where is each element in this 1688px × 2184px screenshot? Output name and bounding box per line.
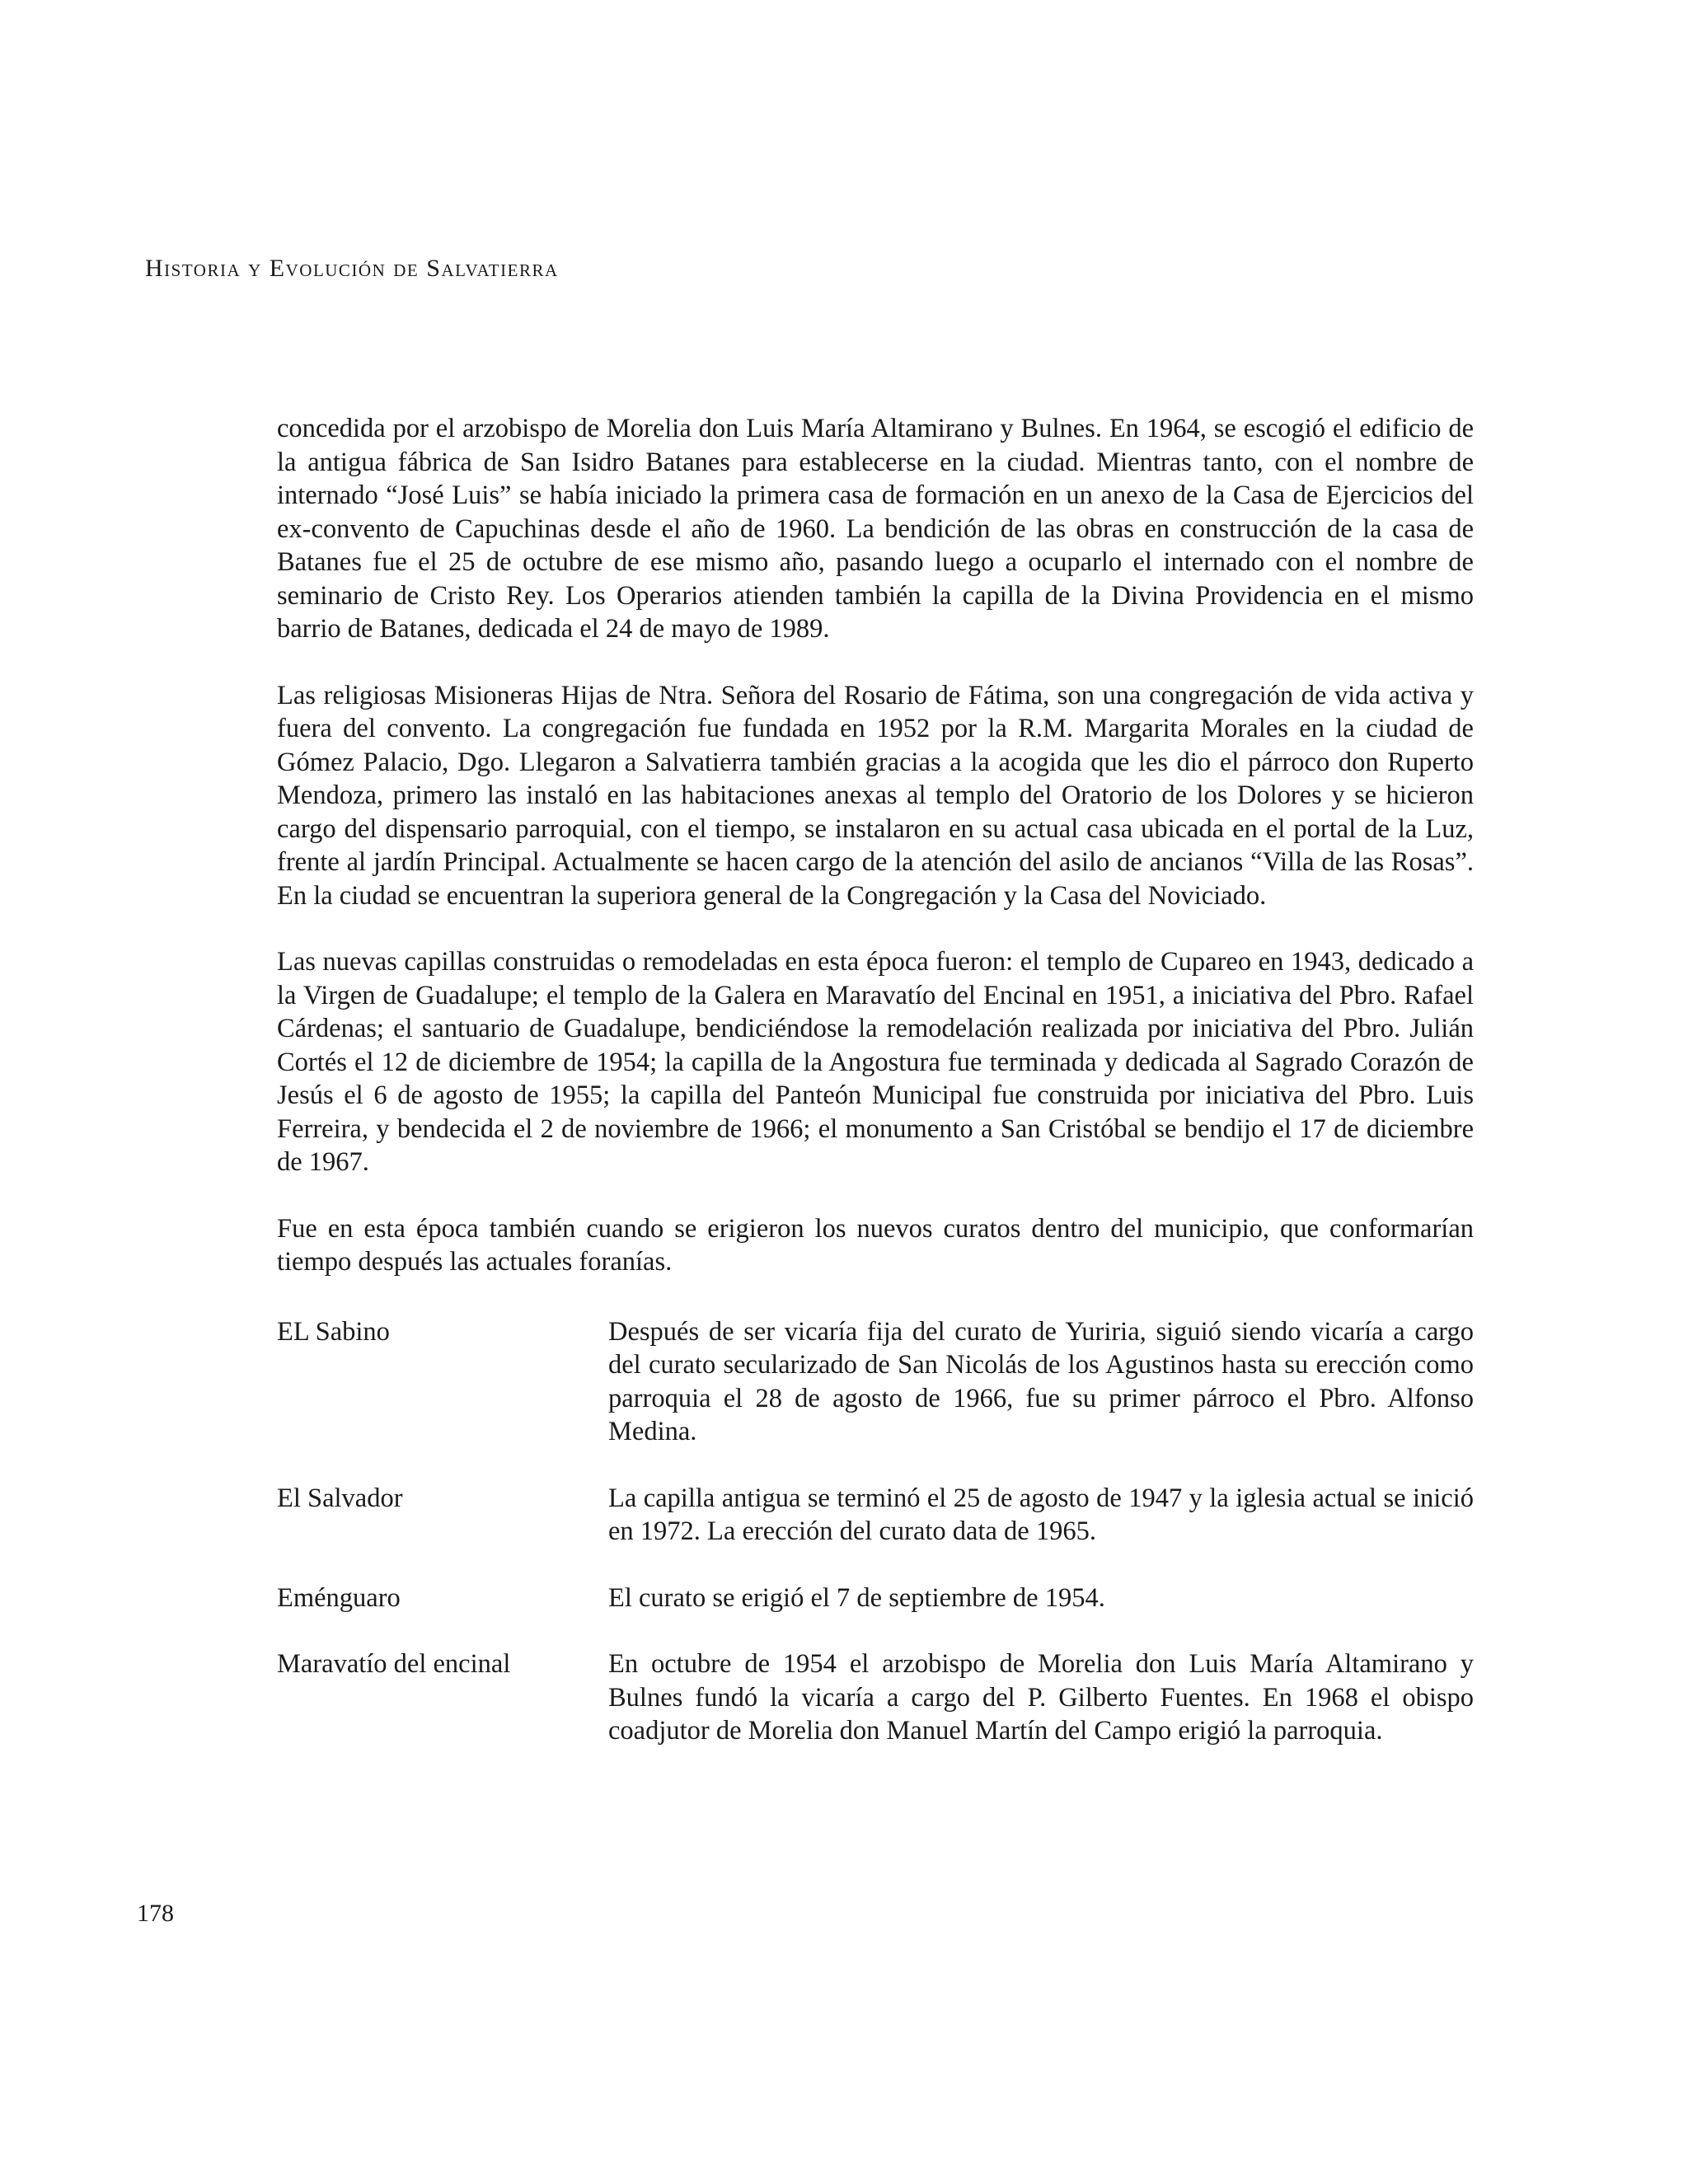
paragraph-curatos: Fue en esta época también cuando se erigieron los nuevos curatos dentro del municipio, que conformarían tiempo después las actuales foranías. xyxy=(277,1213,1474,1277)
curato-description: Después de ser vicaría fija del curato de Yuriria, siguió siendo vicaría a cargo del curato secularizado de San Nicolás de los Agustinos hasta su erección como parroquia el 28 de agosto de 1966, fue su primer párroco el Pbro. Alfonso Medina. xyxy=(608,1316,1474,1446)
curato-name: El Salvador xyxy=(277,1483,403,1513)
running-header: Historia y Evolución de Salvatierra xyxy=(145,255,559,282)
paragraph-misioneras: Las religiosas Misioneras Hijas de Ntra. Señora del Rosario de Fátima, son una congregación de vida activa y fuera del convento. La congregación fue fundada en 1952 por la R.M. Margarita Morales en la ciudad de Gómez Palacio, Dgo. Llegaron a Salvatierra también gracias a la acogida que les dio el párroco don Ruperto Mendoza, primero las instaló en las habitaciones anexas al templo del Oratorio de los Dolores y se hicieron cargo del dispensario parroquial, con el tiempo, se instalaron en su actual casa ubicada en el portal de la Luz, frente al jardín Principal. Actualmente se hacen cargo de la atención del asilo de ancianos “Villa de las Rosas”. En la ciudad se encuentran la superiora general de la Congregación y la Casa del Noviciado. xyxy=(277,680,1474,911)
curato-name: Maravatío del encinal xyxy=(277,1649,511,1679)
curato-description: El curato se erigió el 7 de septiembre de 1954. xyxy=(608,1582,1105,1613)
curato-description: En octubre de 1954 el arzobispo de Morelia don Luis María Altamirano y Bulnes fundó la vicaría a cargo del P. Gilberto Fuentes. En 1968 el obispo coadjutor de Morelia don Manuel Martín del Campo erigió la parroquia. xyxy=(608,1649,1474,1746)
curatos-list xyxy=(277,1315,1474,1748)
curato-name: Eménguaro xyxy=(277,1582,401,1613)
curato-name: EL Sabino xyxy=(277,1316,390,1347)
paragraph-operarios: concedida por el arzobispo de Morelia don Luis María Altamirano y Bulnes. En 1964, se escogió el edificio de la antigua fábrica de San Isidro Batanes para establecerse en la ciudad. Mientras tanto, con el nombre de internado “José Luis” se había iniciado la primera casa de formación en un anexo de la Casa de Ejercicios del ex-convento de Capuchinas desde el año de 1960. La bendición de las obras en construcción de la casa de Batanes fue el 25 de octubre de ese mismo año, pasando luego a ocuparlo el internado con el nombre de seminario de Cristo Rey. Los Operarios atienden también la capilla de la Divina Providencia en el mismo barrio de Batanes, dedicada el 24 de mayo de 1989. xyxy=(277,414,1474,644)
curato-description: La capilla antigua se terminó el 25 de agosto de 1947 y la iglesia actual se inició en 1972. La erección del curato data de 1965. xyxy=(608,1483,1474,1546)
curato-entry xyxy=(277,1582,1474,1615)
curato-entry xyxy=(277,1647,1474,1748)
paragraph-capillas: Las nuevas capillas construidas o remodeladas en esta época fueron: el templo de Cupareo en 1943, dedicado a la Virgen de Guadalupe; el templo de la Galera en Maravatío del Encinal en 1951, a iniciativa del Pbro. Rafael Cárdenas; el santuario de Guadalupe, bendiciéndose la remodelación realizada por iniciativa del Pbro. Julián Cortés el 12 de diciembre de 1954; la capilla de la Angostura fue terminada y dedicada al Sagrado Corazón de Jesús el 6 de agosto de 1955; la capilla del Panteón Municipal fue construida por iniciativa del Pbro. Luis Ferreira, y bendecida el 2 de noviembre de 1966; el monumento a San Cristóbal se bendijo el 17 de diciembre de 1967. xyxy=(277,947,1474,1177)
curato-entry xyxy=(277,1315,1474,1449)
page-body xyxy=(277,412,1474,1781)
page-number: 178 xyxy=(137,1900,174,1927)
curato-entry xyxy=(277,1482,1474,1549)
